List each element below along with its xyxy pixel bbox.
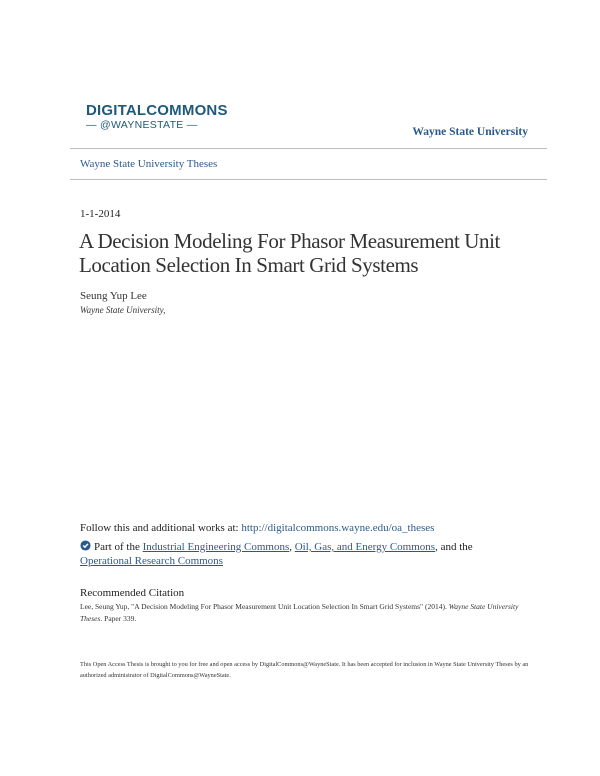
logo-bottom-text: — @WAYNESTATE —: [86, 119, 198, 131]
logo-top-text: DIGITALCOMMONS: [86, 102, 228, 119]
open-access-icon: [80, 540, 91, 551]
citation-paper: . Paper 339.: [100, 614, 137, 623]
citation-series: Wayne State University Theses: [80, 602, 519, 623]
citation-text: Lee, Seung Yup, "A Decision Modeling For Phasor Measurement Unit Location Selection In Smart Grid Systems" (2014).: [80, 602, 447, 611]
follow-prefix: Follow this and additional works at:: [80, 522, 239, 534]
follow-url-link[interactable]: http://digitalcommons.wayne.edu/oa_theses: [241, 522, 435, 534]
part-of-sep1: ,: [289, 541, 292, 553]
oil-gas-energy-link[interactable]: Oil, Gas, and Energy Commons: [294, 541, 436, 553]
divider-bottom: [70, 179, 547, 180]
follow-line: [80, 522, 434, 534]
university-link[interactable]: Wayne State University: [412, 126, 528, 138]
footer-notice: This Open Access Thesis is brought to you for free and open access by DigitalCommons@WayneState. It has been accepted for inclusion in Wayne State University Theses by an authorized administrator of DigitalCommons@WayneState.: [80, 661, 529, 679]
divider-top: [70, 148, 547, 149]
author-name[interactable]: Seung Yup Lee: [80, 290, 147, 302]
operational-research-link[interactable]: Operational Research Commons: [80, 555, 223, 567]
publication-date: 1-1-2014: [80, 208, 121, 220]
part-of-line: [80, 540, 540, 568]
citation-heading: Recommended Citation: [80, 587, 185, 599]
series-link[interactable]: Wayne State University Theses: [80, 158, 218, 170]
part-of-prefix: Part of the: [94, 541, 140, 553]
page-title: A Decision Modeling For Phasor Measurement Unit Location Selection In Smart Grid Systems: [79, 229, 500, 277]
industrial-engineering-link[interactable]: Industrial Engineering Commons: [142, 541, 290, 553]
citation-body: [80, 601, 530, 625]
author-affiliation: Wayne State University,: [80, 305, 166, 315]
part-of-sep2: , and the: [435, 541, 473, 553]
